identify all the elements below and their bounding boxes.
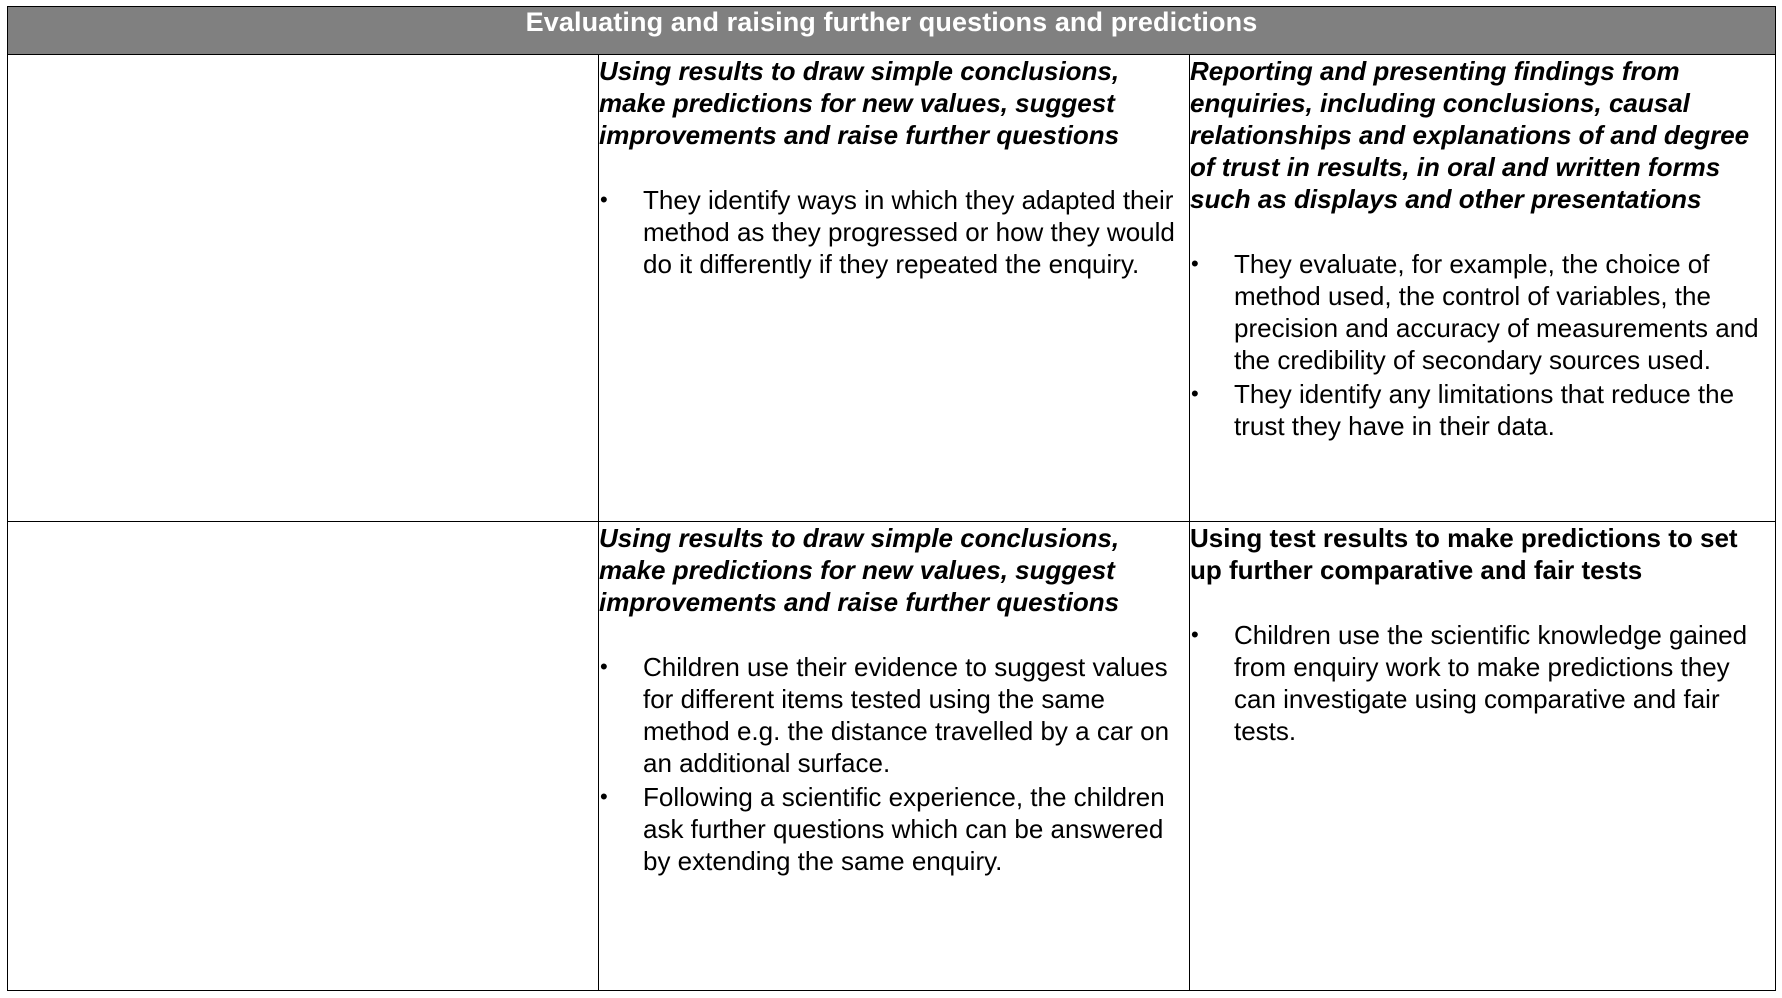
cell-heading: Reporting and presenting findings from enquiries, including conclusions, causal relationships and explanations of and degree of trust in results, in oral and written forms such as displays and other presentations [1190, 56, 1750, 214]
bullet-item: • Children use the scientific knowledge gained from enquiry work to make predictions they can investigate using comparative and fair tests. [1190, 619, 1775, 747]
bullet-item: • They identify any limitations that reduce the trust they have in their data. [1190, 378, 1775, 442]
right-column-cell [1190, 55, 1776, 522]
document-table-container [7, 6, 1775, 991]
middle-column-cell [599, 522, 1190, 991]
bullet-list [1190, 248, 1775, 442]
table-row [8, 522, 1776, 991]
cell-heading: Using results to draw simple conclusions, make predictions for new values, suggest improvements and raise further questions [599, 523, 1120, 617]
bullet-item: • Following a scientific experience, the children ask further questions which can be answered by extending the same enquiry. [599, 781, 1189, 877]
table-row [8, 55, 1776, 522]
row-label-cell-empty [8, 522, 599, 991]
bullet-item: • Children use their evidence to suggest values for different items tested using the same method e.g. the distance travelled by a car on an additional surface. [599, 651, 1189, 779]
section-banner: Evaluating and raising further questions and predictions [8, 7, 1776, 55]
bullet-item: • They identify ways in which they adapted their method as they progressed or how they would do it differently if they repeated the enquiry. [599, 184, 1189, 280]
bullet-list [599, 651, 1189, 877]
cell-heading: Using results to draw simple conclusions, make predictions for new values, suggest improvements and raise further questions [599, 56, 1120, 150]
table-header-row [8, 7, 1776, 55]
bullet-list [599, 184, 1189, 280]
bullet-list [1190, 619, 1775, 747]
cell-heading: Using test results to make predictions to set up further comparative and fair tests [1190, 523, 1738, 585]
right-column-cell [1190, 522, 1776, 991]
progression-table [7, 6, 1776, 991]
bullet-item: • They evaluate, for example, the choice of method used, the control of variables, the precision and accuracy of measurements and the credibility of secondary sources used. [1190, 248, 1775, 376]
middle-column-cell [599, 55, 1190, 522]
row-label-cell-empty [8, 55, 599, 522]
